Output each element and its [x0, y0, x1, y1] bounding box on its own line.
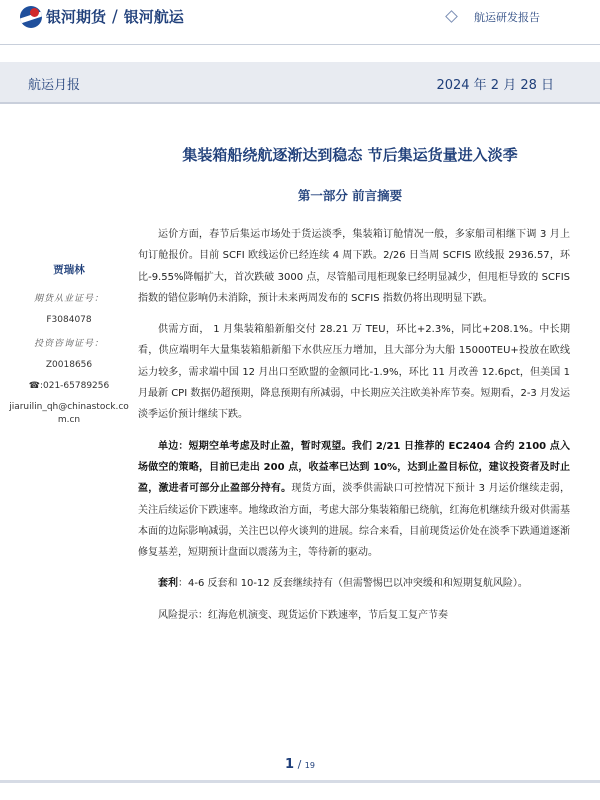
paragraph-supply-demand: 供需方面， 1 月集装箱船新船交付 28.21 万 TEU，环比+2.3%，同比+208.1%。中长期看，供应端明年大量集装箱船新船下水供应压力增加，且大部分为大船 15000TEU+投放在欧线运力较多，需求端中国 12 月出口至欧盟的金额同比-1.9%，环比 11 月改善 12.6pct，但美国 1 月最新 CPI 数据仍超预期，降息预期有所减弱，中长期应关注欧美补库节奏。短期看，2-3 月发运淡季运价预计继续下跌。 [138, 324, 570, 421]
consult-number: Z0018656 [45, 360, 93, 370]
brand [46, 5, 184, 29]
report-type: 航运研发报告 [474, 11, 540, 24]
footer-divider [0, 780, 600, 783]
paragraph-freight: 运价方面，春节后集运市场处于货运淡季，集装箱订舱情况一般，多家船司相继下调 3 月上旬订舱报价。目前 SCFI 欧线运价已经连续 4 周下跌。2/26 日当周 SCFIS 欧线报 2936.57，环比-9.55%降幅扩大，首次跌破 3000 点，尽管船司甩柜现象已经明显减少，但甩柜导致的 SCFIS 指数的错位影响仍未消除，预计未来两周发布的 SCFIS 指数仍将出现明显下跌。 [138, 229, 570, 304]
summary-body [138, 224, 570, 636]
strategy-bold: 单边：短期空单考虑及时止盈，暂时观望。我们 2/21 日推荐的 EC2404 合约 2100 点入场做空的策略，目前已走出 200 点，收益率已达到 10%，达到止盈目标位，建议投资者及时止盈，激进者可部分止盈部分持有。 [138, 440, 570, 495]
page-total: 19 [304, 761, 315, 770]
report-band [0, 62, 600, 104]
license-label: 期货从业证号： [33, 294, 104, 304]
brand-secondary: 银河航运 [123, 8, 184, 26]
brand-primary: 银河期货 [46, 8, 107, 26]
paragraph-arbitrage [138, 573, 570, 594]
report-category: 航运月报 [28, 78, 81, 93]
paragraph-risk: 风险提示：红海危机演变、现货运价下跌速率，节后复工复产节奏 [158, 609, 448, 621]
page-header [0, 0, 600, 45]
page-number [0, 757, 600, 772]
strategy-text: 现货方面，淡季供需缺口可控情况下预计 3 月运价继续走弱，关注后续运价下跌速率。地缘政治方面，考虑大部分集装箱船已绕航，红海危机继续升级对供需基本面的边际影响减弱，关注巴以停火谈判的进展。综合来看，目前现货运价处在淡季下跌通道逐渐修复基差，短期预计盘面以震荡为主，等待新的驱动。 [138, 483, 570, 559]
page-separator: / [294, 758, 305, 771]
analyst-sidebar [4, 262, 134, 427]
brand-divider: / [112, 7, 118, 27]
analyst-name: 贾瑞林 [53, 264, 85, 276]
header-divider [0, 44, 600, 45]
arbitrage-bold: 套利 [158, 578, 178, 590]
consult-label: 投资咨询证号： [33, 339, 104, 349]
diamond-icon [445, 10, 458, 23]
analyst-email: jiaruilin_qh@chinastock.com.cn [9, 402, 129, 425]
page-current: 1 [285, 757, 295, 772]
galaxy-logo-icon [20, 6, 42, 28]
paragraph-strategy [138, 436, 570, 564]
report-date: 2024 年 2 月 28 日 [436, 78, 554, 93]
report-title: 集装箱船绕航逐渐达到稳态 节后集运货量进入淡季 [182, 146, 518, 164]
license-number: F3084078 [46, 315, 92, 325]
arbitrage-text: ：4-6 反套和 10-12 反套继续持有（但需警惕巴以冲突缓和和短期复航风险）。 [178, 578, 528, 590]
section-heading: 第一部分 前言摘要 [297, 188, 403, 203]
analyst-phone: ☎:021-65789256 [28, 381, 110, 391]
